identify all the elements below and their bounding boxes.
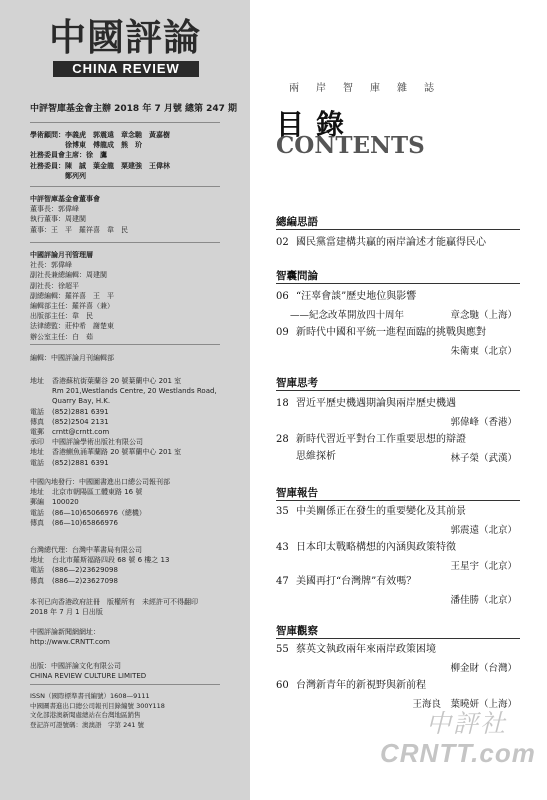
page-number: 02 [276, 237, 289, 248]
issn-line: 中國圖書進出口總公司報刊目錄編號 300Y118 [30, 701, 165, 710]
mainland-value: 100020 [52, 498, 79, 507]
mainland-row [30, 508, 235, 518]
article-author: 王星宇（北京） [450, 561, 517, 572]
mainland-value: 北京市朝陽區工體東路 16 號 [52, 488, 143, 497]
contact-value: (852)2504 2131 [52, 417, 109, 426]
article-title: 新時代中國和平統一進程面臨的挑戰與應對 [296, 327, 486, 338]
page-number: 18 [276, 398, 289, 409]
divider [30, 242, 220, 243]
section-heading: 智囊問論 [276, 270, 318, 282]
contact-row [30, 417, 235, 427]
taiwan-row [30, 555, 235, 565]
foundation-title: 中評智庫基金會董事會 [30, 195, 100, 203]
article-title: 台灣新青年的新視野與新前程 [296, 680, 426, 691]
contact-row [30, 447, 235, 457]
article-title: 新時代習近平對台工作重要思想的辯證 [296, 434, 466, 445]
article-title-continued: 思維探析 [296, 451, 336, 462]
toc-entry[interactable] [276, 236, 520, 249]
publisher-line: CHINA REVIEW CULTURE LIMITED [30, 672, 147, 681]
page-number: 28 [276, 434, 289, 445]
section-heading: 智庫觀察 [276, 625, 318, 637]
monthly-line: 副總編輯：羅祥喜 王 平 [30, 291, 114, 300]
contact-row [30, 458, 235, 468]
taiwan-distribution [30, 545, 235, 586]
contact-row [30, 437, 235, 447]
article-author: 王海良 葉曉妍（上海） [412, 699, 517, 710]
contact-label: 電話 [30, 458, 44, 467]
monthly-line: 副社長：徐超平 [30, 281, 79, 290]
article-title: 國民黨當建構共贏的兩岸論述才能贏得民心 [296, 237, 486, 248]
divider [30, 344, 220, 345]
foundation-board [30, 194, 235, 235]
contact-value: 香港鰂魚涌華蘭路 20 號華蘭中心 201 室 [52, 448, 182, 457]
watermark-en: CRNTT.com [380, 738, 536, 768]
toc-entry[interactable] [276, 397, 520, 410]
advisors-line: 徐博東 傅龍成 熊 玠 [30, 141, 142, 150]
toc-entry[interactable] [276, 541, 520, 554]
page-number: 43 [276, 542, 289, 553]
mainland-label: 電話 [30, 508, 44, 517]
mainland-label: 中國內地發行 [30, 478, 72, 486]
section-rule [276, 390, 520, 391]
section-heading: 總編思語 [276, 216, 318, 228]
page-number: 35 [276, 506, 289, 517]
foundation-line: 董事長：郭偉峰 [30, 205, 79, 214]
contact-label: 地址 [30, 448, 44, 457]
contact-label [30, 396, 52, 406]
mainland-label: 傳真 [30, 518, 44, 527]
board-members-line: 鄭列列 [30, 171, 86, 180]
toc-entry[interactable] [276, 433, 520, 446]
article-author: 郭偉峰（香港） [450, 417, 517, 428]
taiwan-value: (886—2)23627098 [52, 576, 118, 585]
foundation-line: 董事：王 平 羅祥喜 韋 民 [30, 225, 128, 234]
section-rule [276, 638, 520, 639]
website-label: 中國評論新聞網網址： [30, 628, 100, 636]
toc-entry[interactable] [276, 679, 520, 692]
contact-row [30, 427, 235, 437]
contact-label: 承印 [30, 438, 44, 447]
contact-value: Quarry Bay, H.K. [52, 397, 111, 406]
article-title: 蔡英文執政兩年來兩岸政策困境 [296, 644, 436, 655]
toc-entry[interactable] [276, 505, 520, 518]
taiwan-label: 傳真 [30, 576, 44, 585]
page-number: 55 [276, 644, 289, 655]
article-author: 柳金財（台灣） [450, 663, 517, 674]
toc-entry[interactable] [276, 326, 520, 339]
contact-row [30, 376, 235, 386]
mainland-label: 郵編 [30, 498, 44, 507]
mainland-value: (86—10)65066976（總機） [52, 508, 146, 517]
masthead-panel [0, 0, 250, 800]
publisher-line: 出版：中國評論文化有限公司 [30, 662, 121, 670]
mainland-row [30, 518, 235, 528]
contact-value: 香港蘇杭街葉蘭谷 20 號葉蘭中心 201 室 [52, 377, 182, 385]
contents-title-en: CONTENTS [276, 132, 425, 159]
website-url[interactable]: http://www.CRNTT.com [30, 638, 110, 647]
page-number: 60 [276, 680, 289, 691]
article-author: 郭震遠（北京） [450, 525, 517, 536]
advisors [30, 130, 235, 181]
toc-entry[interactable] [276, 575, 520, 588]
advisors-line: 學術顧問：李義虎 郭震遠 章念馳 黃嘉樹 [30, 131, 170, 139]
mainland-label: 地址 [30, 488, 44, 497]
monthly-line: 法律總監：莊仲希 謝楚東 [30, 322, 114, 331]
contact-label: 傳真 [30, 417, 44, 426]
section-rule [276, 283, 520, 284]
issn-block [30, 692, 235, 730]
monthly-line: 出版部主任：韋 民 [30, 312, 93, 321]
issue-line: 中評智庫基金會主辦 2018 年 7 月號 總第 247 期 [30, 104, 238, 114]
taiwan-label: 台灣總代理 [30, 546, 65, 554]
section-rule [276, 229, 520, 230]
mainland-row [30, 487, 235, 497]
mainland-row: 中國內地發行 ： 中國圖書進出口總公司報刊部 [30, 478, 170, 486]
taiwan-row [30, 565, 235, 575]
logo-english: CHINA REVIEW [53, 61, 199, 77]
editor-line: 編輯：中國評論月刊編輯部 [30, 354, 114, 362]
article-title: “汪辜會談”歷史地位與影響 [296, 291, 417, 302]
contact-label: 地址 [30, 377, 44, 385]
monthly-line: 辦公室主任：白 茹 [30, 332, 93, 341]
registration-line: 2018 年 7 月 1 日出版 [30, 608, 103, 617]
mainland-row [30, 497, 235, 507]
issn-line: 登記許可證號碼：澳澳語 字第 241 號 [30, 720, 145, 729]
magazine-name: 兩岸智庫雜誌 [289, 83, 451, 94]
divider [30, 186, 220, 187]
toc-entry[interactable] [276, 290, 520, 303]
toc-entry[interactable] [276, 643, 520, 656]
monthly-line: 社長：郭偉峰 [30, 261, 72, 270]
taiwan-row: 台灣總代理 ： 台灣中華書局有限公司 [30, 546, 142, 554]
monthly-line: 編輯部主任：羅祥喜（兼） [30, 302, 114, 311]
contact-label [30, 386, 52, 396]
board-chair: 社務委員會主席：徐 鷹 [30, 151, 107, 160]
section-heading: 智庫思考 [276, 377, 318, 389]
taiwan-row [30, 576, 235, 586]
contact-block [30, 376, 235, 468]
page-number: 09 [276, 327, 289, 338]
contact-row [30, 407, 235, 417]
contact-value: crntt@crntt.com [52, 428, 110, 437]
taiwan-value: 台北市羅斯福路四段 68 號 6 樓之 13 [52, 556, 170, 565]
mainland-value: 中國圖書進出口總公司報刊部 [79, 478, 170, 486]
monthly-title: 中國評論月刊管理層 [30, 251, 93, 259]
contact-label: 電郵 [30, 428, 44, 437]
watermark-cn: 中評社 [426, 709, 508, 738]
article-title: 習近平歷史機遇期論與兩岸歷史機遇 [296, 398, 456, 409]
contact-label: 電話 [30, 407, 44, 416]
article-subtitle: ——紀念改革開放四十周年 [290, 310, 405, 321]
registration-note [30, 597, 235, 617]
article-author: 朱衛東（北京） [450, 346, 517, 357]
contact-value: (852)2881 6391 [52, 458, 109, 467]
contact-value: (852)2881 6391 [52, 407, 109, 416]
section-heading: 智庫報告 [276, 487, 318, 499]
taiwan-label: 地址 [30, 556, 44, 565]
monthly-line: 副社長兼總編輯：周建閩 [30, 271, 107, 280]
article-title: 中美關係正在發生的重要變化及其前景 [296, 506, 466, 517]
contact-row [30, 396, 235, 406]
contact-row [30, 386, 235, 396]
taiwan-label: 電話 [30, 566, 44, 575]
contents-title-cn: 目錄 [276, 108, 357, 141]
website-block [30, 627, 235, 647]
page-number: 47 [276, 576, 289, 587]
issn-line: 文化部港澳新聞處總站在台灣地區銷售 [30, 711, 141, 719]
registration-line: 本刊已向香港政府註冊 版權所有 未經許可不得翻印 [30, 598, 198, 606]
article-author: 章念馳（上海） [450, 310, 517, 321]
board-members-line: 社務委員：陳 誠 葉金龍 粟建強 王偉林 [30, 161, 170, 170]
logo-chinese: 中國評論 [49, 16, 201, 59]
divider [30, 684, 220, 685]
contact-value: Rm 201,Westlands Centre, 20 Westlands Road, [52, 387, 217, 396]
article-author: 潘佳勝（北京） [450, 595, 517, 606]
foundation-line: 執行董事：周建閩 [30, 215, 86, 224]
article-title: 美國再打“台灣牌”有效嗎？ [296, 576, 417, 587]
article-author: 林子榮（武漢） [450, 453, 517, 464]
taiwan-value: (886—2)23629098 [52, 566, 118, 575]
contact-value: 中國評論學術出版社有限公司 [52, 438, 143, 447]
divider [30, 122, 220, 123]
taiwan-value: 台灣中華書局有限公司 [72, 546, 142, 554]
page-number: 06 [276, 291, 289, 302]
issn-line: ISSN（國際標準書刊編號）1608—9111 [30, 692, 150, 700]
mainland-value: (86—10)65866976 [52, 518, 118, 527]
publisher-block [30, 661, 235, 681]
mainland-distribution [30, 477, 235, 528]
section-rule [276, 500, 520, 501]
article-title: 日本印太戰略構想的內涵與政策特徵 [296, 542, 456, 553]
monthly-management [30, 250, 235, 342]
